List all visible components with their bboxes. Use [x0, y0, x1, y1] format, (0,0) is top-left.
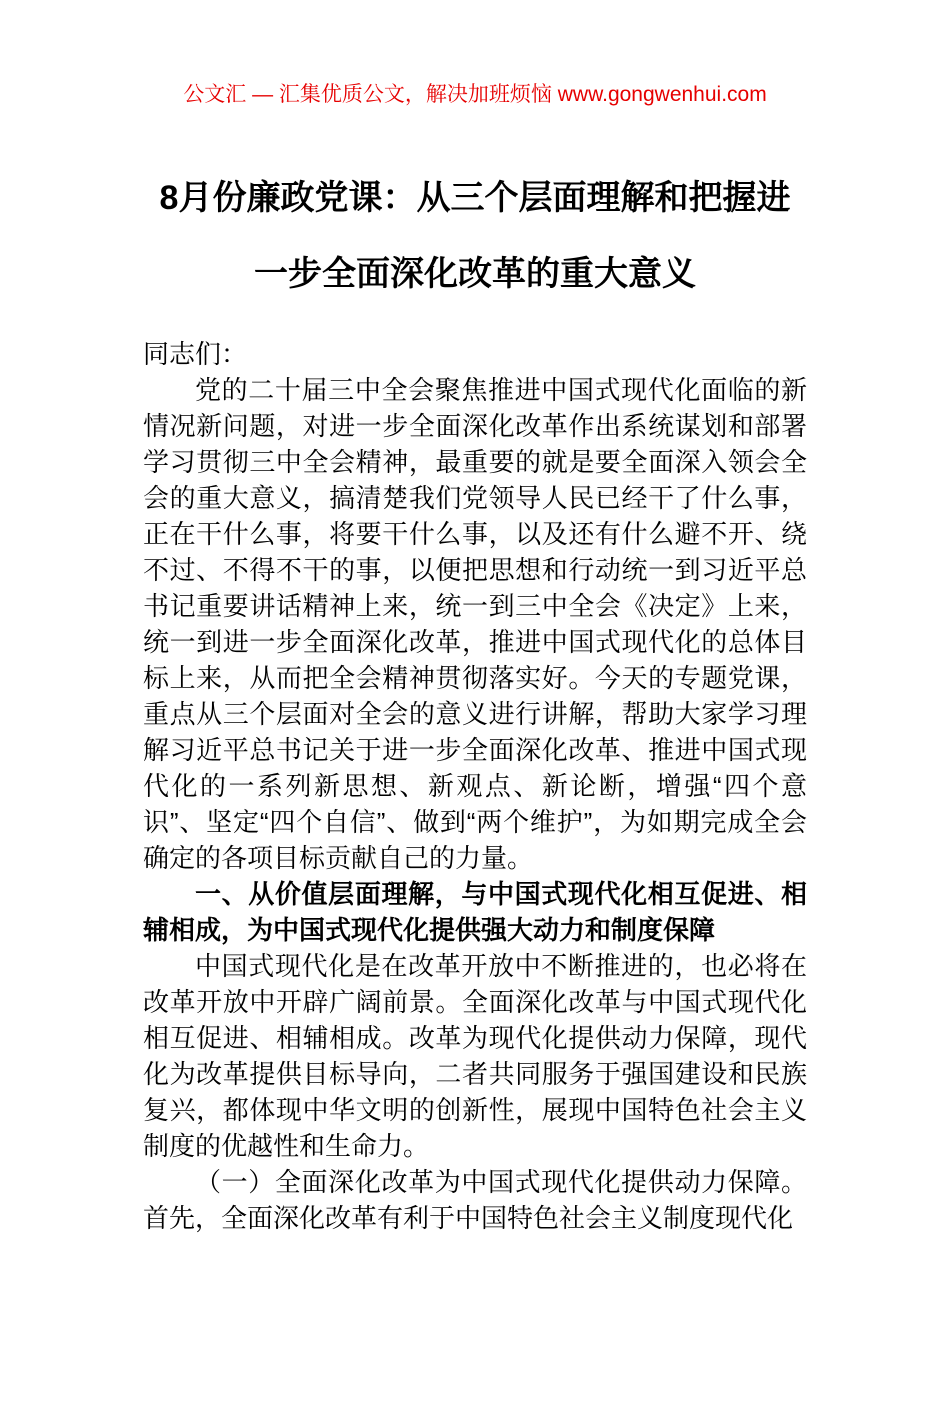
- paragraph: 同志们：: [143, 339, 248, 369]
- document-body: [143, 336, 807, 1236]
- site-banner: 公文汇 — 汇集优质公文，解决加班烦恼 www.gongwenhui.com: [183, 83, 767, 106]
- section-heading: 一、从价值层面理解，与中国式现代化相互促进、相辅相成，为中国式现代化提供强大动力和制度保障: [143, 879, 807, 945]
- paragraph: （一）全面深化改革为中国式现代化提供动力保障。首先，全面深化改革有利于中国特色社会主义制度现代化: [143, 1167, 807, 1233]
- paragraph: 中国式现代化是在改革开放中不断推进的，也必将在改革开放中开辟广阔前景。全面深化改革与中国式现代化相互促进、相辅相成。改革为现代化提供动力保障，现代化为改革提供目标导向，二者共同服务于强国建设和民族复兴，都体现中华文明的创新性，展现中国特色社会主义制度的优越性和生命力。: [143, 951, 807, 1161]
- paragraph: 党的二十届三中全会聚焦推进中国式现代化面临的新情况新问题，对进一步全面深化改革作出系统谋划和部署学习贯彻三中全会精神，最重要的就是要全面深入领会全会的重大意义，搞清楚我们党领导人民已经干了什么事，正在干什么事，将要干什么事，以及还有什么避不开、绕不过、不得不干的事，以便把思想和行动统一到习近平总书记重要讲话精神上来，统一到三中全会《决定》上来，统一到进一步全面深化改革，推进中国式现代化的总体目标上来，从而把全会精神贯彻落实好。今天的专题党课，重点从三个层面对全会的意义进行讲解，帮助大家学习理解习近平总书记关于进一步全面深化改革、推进中国式现代化的一系列新思想、新观点、新论断，增强“四个意识”、坚定“四个自信”、做到“两个维护”，为如期完成全会确定的各项目标贡献自己的力量。: [143, 375, 807, 873]
- title-line: 8月份廉政党课：从三个层面理解和把握进: [159, 179, 791, 217]
- document-page: [0, 80, 950, 1424]
- title-line: 一步全面深化改革的重大意义: [254, 255, 696, 293]
- document-title: [143, 160, 807, 312]
